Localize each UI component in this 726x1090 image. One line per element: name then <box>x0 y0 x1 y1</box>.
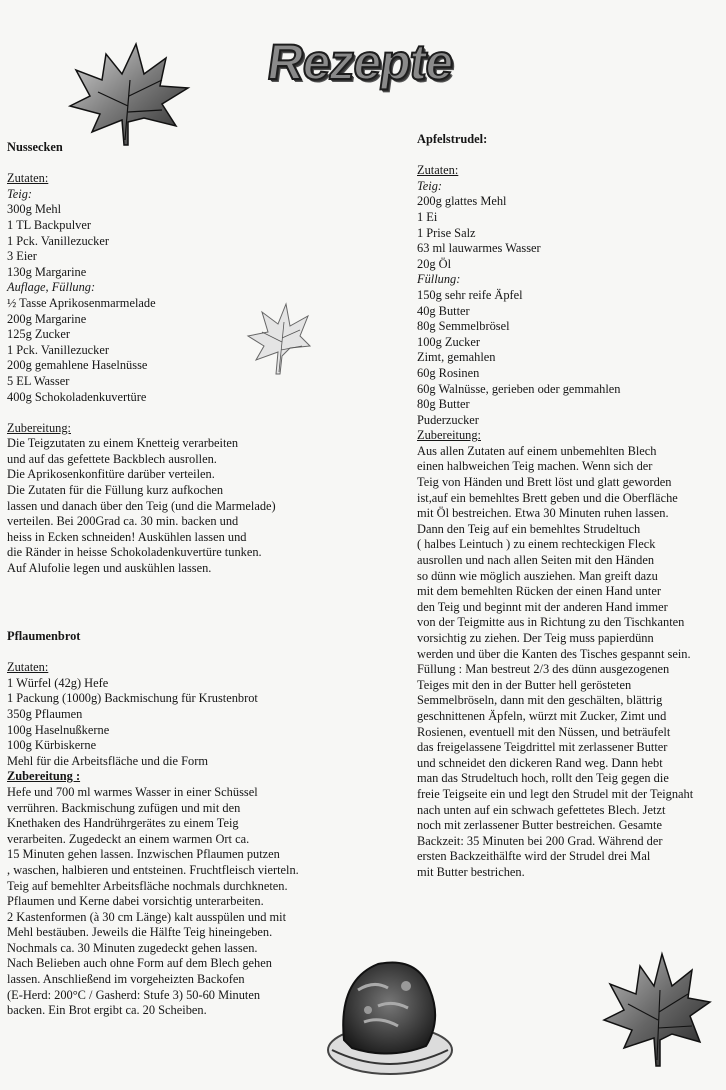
preparation-line: Teig auf bemehlter Arbeitsfläche nochmals durchkneten. <box>7 878 288 893</box>
preparation-line: Mehl bestäuben. Jeweils die Hälfte Teig hineingeben. <box>7 925 273 940</box>
preparation-line: das freigelassene Teigdrittel mit zerlassener Butter <box>417 740 668 755</box>
preparation-line: Füllung : Man bestreut 2/3 des dünn ausgezogenen <box>417 662 670 677</box>
preparation-line: geschnittenen Äpfeln, würzt mit Zucker, Zimt und <box>417 708 667 723</box>
preparation-line: mit Butter bestrichen. <box>417 864 525 879</box>
preparation-line: vorsichtig zu ziehen. Der Teig muss papierdünn <box>417 631 654 645</box>
ingredient-line: 80g Semmelbrösel <box>417 319 510 334</box>
ingredient-line: 200g Margarine <box>7 311 87 326</box>
preparation-line: heiss in Ecken schneiden! Auskühlen lassen und <box>7 529 247 544</box>
preparation-line: 15 Minuten gehen lassen. Inzwischen Pflaumen putzen <box>7 847 280 862</box>
preparation-line: mit dem bemehlten Rücken der einen Hand unter <box>417 584 661 599</box>
preparation-line: , waschen, halbieren und entsteinen. Fruchtfleisch vierteln. <box>7 862 299 877</box>
preparation-line: so dünn wie möglich ausziehen. Man greift dazu <box>417 568 658 583</box>
preparation-line: ausrollen und nach allen Seiten mit den Händen <box>417 553 655 568</box>
preparation-line: verteilen. Bei 200Grad ca. 30 min. backen und <box>7 514 239 529</box>
preparation-heading: Zubereitung : <box>7 769 81 784</box>
preparation-line: 2 Kastenformen (à 30 cm Länge) kalt ausspülen und mit <box>7 909 287 924</box>
ingredient-line: 1 Packung (1000g) Backmischung für Krustenbrot <box>7 691 258 706</box>
preparation-line: Knethaken des Handrührgerätes zu einem Teig <box>7 816 239 831</box>
ingredient-line: 1 TL Backpulver <box>7 217 91 232</box>
maple-leaf-icon <box>62 40 192 150</box>
preparation-line: Hefe und 700 ml warmes Wasser in einer Schüssel <box>7 784 258 799</box>
filling-heading: Füllung: <box>417 272 461 287</box>
bread-icon <box>318 950 458 1082</box>
ingredient-line: 350g Pflaumen <box>7 706 83 721</box>
preparation-line: Nach Belieben auch ohne Form auf dem Blech gehen <box>7 956 272 971</box>
preparation-line: lassen und danach über den Teig (und die Marmelade) <box>7 498 276 513</box>
preparation-line: und schneidet den dickeren Rand weg. Dann hebt <box>417 755 663 770</box>
ingredient-line: 40g Butter <box>417 303 470 318</box>
ingredient-line: 1 Pck. Vanillezucker <box>7 233 109 248</box>
preparation-line: Rosienen, eventuell mit den Nüssen, und beträufelt <box>417 724 671 739</box>
preparation-line: verarbeiten. Zugedeckt an einem warmen Ort ca. <box>7 831 250 846</box>
preparation-line: Pflaumen und Kerne dabei vorsichtig unterarbeiten. <box>7 894 264 909</box>
preparation-line: Semmelbröseln, dann mit den geschälten, blättrig <box>417 693 663 708</box>
ingredient-line: 150g sehr reife Äpfel <box>417 287 523 302</box>
recipe-title: Apfelstrudel: <box>417 132 488 146</box>
ingredients-heading: Zutaten: <box>7 660 49 675</box>
preparation-line: Backzeit: 35 Minuten bei 200 Grad. Während der <box>417 833 663 848</box>
ingredient-line: 20g Öl <box>417 256 452 271</box>
preparation-line: freie Teigseite ein und legt den Strudel mit der Teignaht <box>417 786 694 801</box>
ingredients-heading: Zutaten: <box>417 163 459 178</box>
ingredient-line: 200g glattes Mehl <box>417 194 507 209</box>
preparation-line: die Ränder in heisse Schokoladenkuvertüre tunken. <box>7 545 262 560</box>
ingredient-line: 100g Zucker <box>417 334 480 349</box>
ingredient-line: 1 Ei <box>417 209 438 224</box>
preparation-heading: Zubereitung: <box>417 428 481 443</box>
preparation-line: verrühren. Backmischung zufügen und mit den <box>7 800 241 815</box>
ingredient-line: 3 Eier <box>7 249 37 264</box>
preparation-line: ist,auf ein bemehltes Brett geben und die Oberfläche <box>417 490 678 505</box>
ingredient-line: ½ Tasse Aprikosenmarmelade <box>7 295 156 310</box>
ingredient-line: 63 ml lauwarmes Wasser <box>417 241 541 256</box>
ingredient-line: 100g Kürbiskerne <box>7 738 97 753</box>
preparation-line: man das Strudeltuch hoch, rollt den Teig gegen die <box>417 771 669 786</box>
preparation-line: Teiges mit den in der Butter hell gerösteten <box>417 677 632 692</box>
preparation-line: lassen. Anschließend im vorgeheizten Backofen <box>7 972 245 987</box>
preparation-line: den Teig und beginnt mit der anderen Hand immer <box>417 599 668 614</box>
ingredient-line: 200g gemahlene Haselnüsse <box>7 358 148 373</box>
ingredient-line: 100g Haselnußkerne <box>7 722 110 737</box>
preparation-line: noch mit zerlassener Butter bestreichen. Gesamte <box>417 818 662 833</box>
maple-leaf-icon <box>600 950 712 1070</box>
preparation-line: einen halbweichen Teig machen. Wenn sich der <box>417 459 653 474</box>
preparation-heading: Zubereitung: <box>7 420 71 435</box>
preparation-line: Aus allen Zutaten auf einem unbemehlten Blech <box>417 443 657 458</box>
ingredients-heading: Zutaten: <box>7 171 49 186</box>
preparation-line: (E-Herd: 200°C / Gasherd: Stufe 3) 50-60 Minuten <box>7 987 261 1002</box>
preparation-line: Auf Alufolie legen und auskühlen lassen. <box>7 561 212 576</box>
preparation-line: von der Teigmitte aus in Richtung zu den Tischkanten <box>417 615 685 630</box>
dough-heading: Teig: <box>417 178 443 193</box>
recipe-apfelstrudel <box>417 132 722 881</box>
preparation-line: Die Zutaten für die Füllung kurz aufkochen <box>7 483 224 498</box>
recipe-title: Nussecken <box>7 140 63 154</box>
preparation-line: ersten Backzeithälfte wird der Strudel drei Mal <box>417 849 651 864</box>
preparation-line: Nochmals ca. 30 Minuten zugedeckt gehen lassen. <box>7 940 258 955</box>
recipe-nussecken <box>7 140 337 577</box>
preparation-line: Teig von Händen und Brett löst und glatt geworden <box>417 475 672 490</box>
ingredient-line: 80g Butter <box>417 397 470 412</box>
ingredient-line: 400g Schokoladenkuvertüre <box>7 389 147 404</box>
ingredient-line: 5 EL Wasser <box>7 373 70 388</box>
preparation-line: werden und über die Kanten des Tisches gespannt sein. <box>417 646 691 661</box>
ingredient-line: Zimt, gemahlen <box>417 350 496 365</box>
preparation-line: und auf das gefettete Backblech ausrollen. <box>7 451 217 466</box>
ingredient-line: 1 Würfel (42g) Hefe <box>7 675 109 690</box>
ingredient-line: 60g Walnüsse, gerieben oder gemmahlen <box>417 381 621 396</box>
preparation-line: nach unten auf ein schwach gefettetes Blech. Jetzt <box>417 802 666 817</box>
ingredient-line: 125g Zucker <box>7 327 70 342</box>
dough-heading: Teig: <box>7 186 33 201</box>
preparation-line: Dann den Teig auf ein bemehltes Strudeltuch <box>417 521 641 536</box>
recipe-pflaumenbrot <box>7 629 337 1019</box>
preparation-line: Die Aprikosenkonfitüre darüber verteilen. <box>7 467 215 482</box>
ingredient-line: Puderzucker <box>417 412 479 427</box>
ingredient-line: 130g Margarine <box>7 264 87 279</box>
ingredient-line: 1 Prise Salz <box>417 225 476 240</box>
ingredient-line: Mehl für die Arbeitsfläche und die Form <box>7 753 208 768</box>
preparation-line: mit Öl bestreichen. Etwa 30 Minuten ruhen lassen. <box>417 506 669 521</box>
ingredient-line: 300g Mehl <box>7 202 62 217</box>
ingredient-line: 1 Pck. Vanillezucker <box>7 342 109 357</box>
preparation-line: backen. Ein Brot ergibt ca. 20 Scheiben. <box>7 1003 207 1018</box>
ingredient-line: 60g Rosinen <box>417 365 480 380</box>
preparation-line: ( halbes Leintuch ) zu einem rechteckigen Fleck <box>417 537 656 552</box>
topping-heading: Auflage, Füllung: <box>7 280 96 295</box>
recipe-title: Pflaumenbrot <box>7 629 81 643</box>
page-title: Rezepte <box>264 34 457 90</box>
preparation-line: Die Teigzutaten zu einem Knetteig verarbeiten <box>7 436 239 451</box>
